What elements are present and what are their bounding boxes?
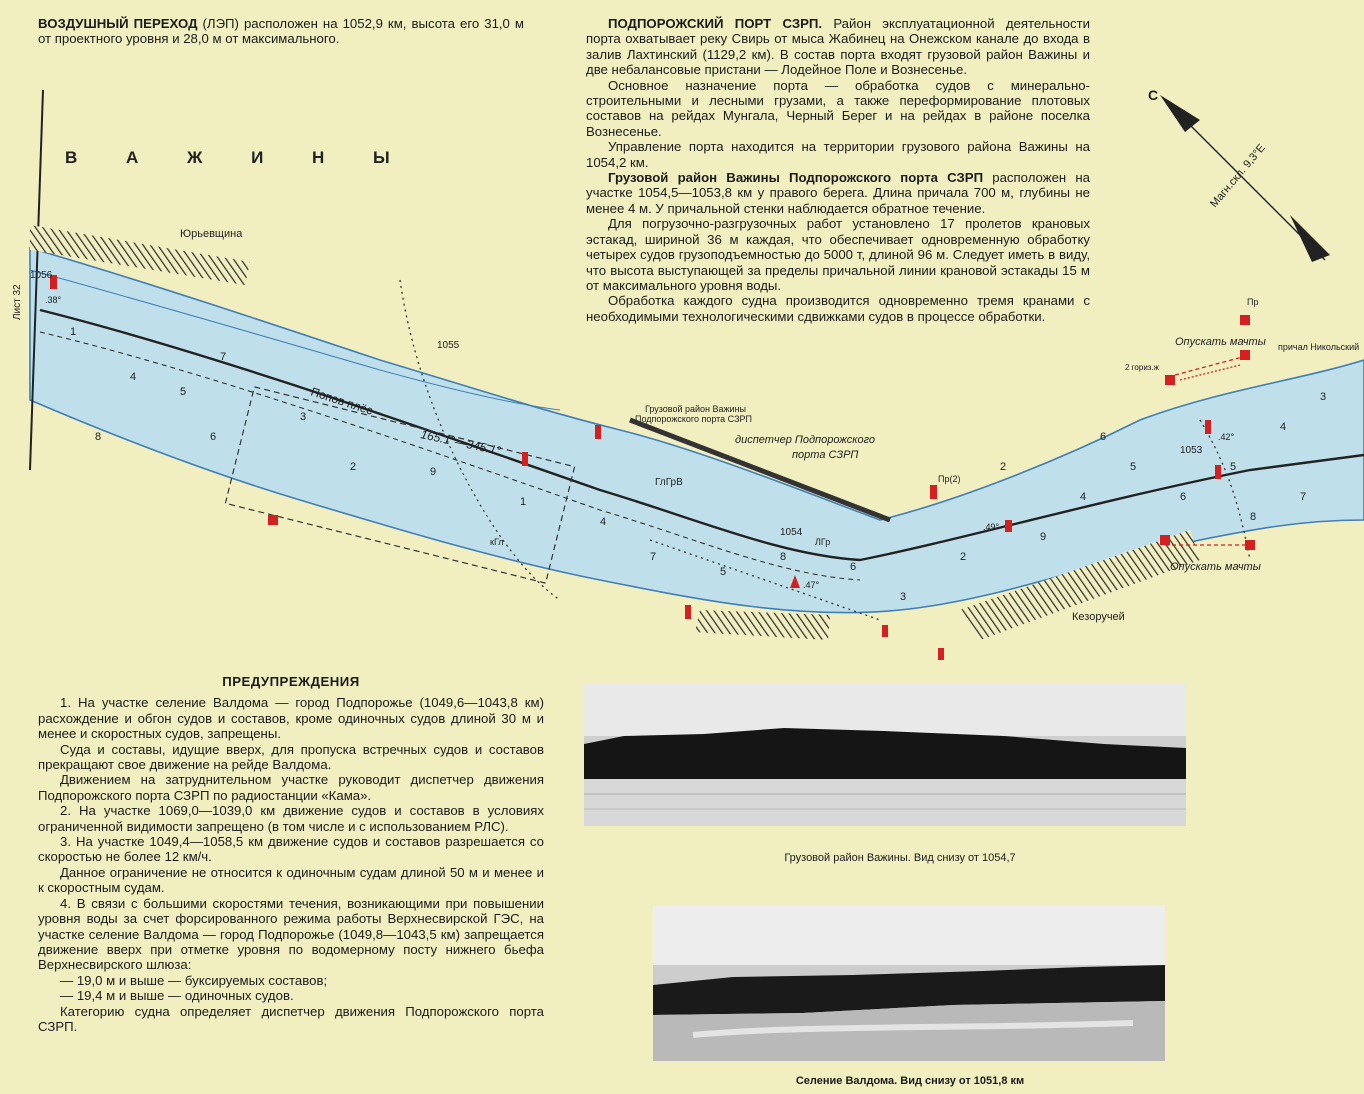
km-1053: 1053: [1180, 445, 1203, 456]
caption-valdoma: Селение Валдома. Вид снизу от 1051,8 км: [795, 1075, 1025, 1087]
pr2-label: Пр(2): [938, 474, 961, 484]
depth-value: 8: [780, 551, 787, 563]
warning-4a: — 19,0 м и выше — буксируемых составов;: [60, 972, 328, 988]
kezoruchey-label: Кезоручей: [1072, 611, 1125, 623]
km-1056: 1056: [30, 270, 53, 281]
warning-1c: Движением на затруднительном участке руководит диспетчер движения Подпорожского порта СЗРП по радиостанции «Кама».: [38, 772, 544, 803]
depth-value: 5: [1130, 461, 1137, 473]
depth-value: 7: [220, 351, 227, 363]
depth-value: 2: [1000, 461, 1007, 473]
overhead-crossing-note: [38, 16, 524, 47]
warning-4: 4. В связи с большими скоростями течения, возникающими при повышении уровня воды за счет форсированного режима работы Верхнесвирской ГЭС, на участке селение Валдома — город Подпорожье (1049,8—1043,5 км) запрещается движение вверх при отметке уровня по водомерному посту нижнего бьефа Верхнесвирского шлюза:: [38, 895, 544, 973]
depth-value: 6: [1180, 491, 1187, 503]
depth-value: 8: [95, 431, 102, 443]
warning-1: 1. На участке селение Валдома — город Подпорожье (1049,6—1043,8 км) расхождение и обгон судов и составов, кроме одиночных судов длиной 30 м и менее и скоростных судов, запрещены.: [38, 695, 544, 742]
warning-2: 2. На участке 1069,0—1039,0 км движение судов и составов в условиях ограниченной видимости запрещено (в том числе и с использованием РЛС).: [38, 803, 544, 834]
km-1055: 1055: [437, 340, 460, 351]
depth-value: 1: [520, 496, 527, 508]
port-p1: Район эксплуатационной деятельности порта охватывает реку Свирь от мыса Жабинец на Онежском канале до входа в залив Лахтинский (1129,2 км). В состав порта входят грузовой район Важины и две небалансовые пристани — Лодейное Поле и Вознесенье.: [586, 16, 1090, 78]
depth-value: 3: [300, 411, 307, 423]
angle-42: .42°: [1218, 432, 1235, 442]
angle-38: .38°: [45, 295, 62, 305]
warning-1b: Суда и составы, идущие вверх, для пропуска встречных судов и составов прекращают свое движение на рейде Валдома.: [38, 741, 544, 773]
cargo-label-2: Подпорожского порта СЗРП: [635, 414, 752, 424]
depth-value: 5: [180, 386, 187, 398]
photo-vazhiny: [584, 684, 1186, 826]
lower-masts-label-2: Опускать мачты: [1170, 561, 1261, 573]
dispatcher-label-2: порта СЗРП: [792, 449, 859, 461]
magnetic-declination: Магн.скл. 9,3°Е: [1208, 142, 1268, 210]
pier-label: причал Никольский: [1278, 342, 1360, 352]
depth-value: 7: [1300, 491, 1307, 503]
depth-value: 9: [430, 466, 437, 478]
depth-value: 4: [1080, 491, 1087, 503]
warning-4c: Категорию судна определяет диспетчер движения Подпорожского порта СЗРП.: [38, 1003, 544, 1034]
hatched-bank-lower: [695, 610, 830, 640]
depth-value: 6: [850, 561, 857, 573]
warning-3: 3. На участке 1049,4—1058,5 км движение судов и составов разрешается со скоростью не более 12 км/ч.: [38, 834, 544, 865]
depth-value: 6: [1100, 431, 1107, 443]
overhead-crossing-text: (ЛЭП) расположен на 1052,9 км, высота его 31,0 м от проектного уровня и 28,0 м от максимального.: [38, 16, 524, 47]
depth-value: 5: [1230, 461, 1237, 473]
overhead-crossing-title: ВОЗДУШНЫЙ ПЕРЕХОД: [38, 16, 198, 31]
depth-value: 5: [720, 566, 727, 578]
angle-49: .49°: [983, 522, 1000, 532]
port-p2: Основное назначение порта — обработка судов с минерально-строительными и лесными грузами, а также переформирование плотовых составов на рейдах Мунгала, Черный Берег и на рейдах в районе поселка Вознесенье.: [586, 77, 1090, 139]
depth-value: 2: [350, 461, 357, 473]
depth-value: 4: [600, 516, 607, 528]
dispatcher-label: диспетчер Подпорожского: [735, 434, 876, 446]
depth-value: 1: [70, 326, 77, 338]
depth-value: 3: [1320, 391, 1327, 403]
caption-vazhiny: Грузовой район Важины. Вид снизу от 1054,7: [784, 852, 1016, 864]
pr-label: Пр: [1247, 297, 1259, 307]
depth-value: 4: [130, 371, 137, 383]
port-title: ПОДПОРОЖСКИЙ ПОРТ СЗРП.: [608, 16, 823, 31]
port-p3: Управление порта находится на территории грузового района Важины на 1054,2 км.: [586, 139, 1090, 170]
lower-masts-label: Опускать мачты: [1175, 336, 1266, 348]
bearing-label: 165.1°—345.1°: [419, 427, 503, 458]
depth-value: 9: [1040, 531, 1047, 543]
port-p4: расположен на участке 1054,5—1053,8 км у правого берега. Длина причала 700 м, глубины не менее 4 м. У причальной стенки наблюдается обратное течение.: [586, 170, 1090, 216]
sheet-label: Лист 32: [12, 284, 23, 320]
horiz-label: 2 гориз.ж: [1125, 363, 1160, 372]
depth-value: 3: [900, 591, 907, 603]
depth-value: 6: [210, 431, 217, 443]
glgrv-label: ГлГрВ: [655, 477, 683, 488]
km-1054: 1054: [780, 527, 803, 538]
popov-ples-label: Попов плёс: [309, 384, 375, 418]
port-p5: Для погрузочно-разгрузочных работ установлено 17 пролетов крановых эстакад, шириной 36 м каждая, что обеспечивает одновременную обработку четырех судов грузоподъемностью до 5000 т, длиной 96 м. Следует иметь в виду, что высота выступающей за пределы причальной линии крановой эстакады 15 м от максимального уровня воды.: [586, 216, 1090, 293]
angle-47: .47°: [803, 580, 820, 590]
lgr-label: ЛГр: [815, 537, 831, 547]
yurevshchina-label: Юрьевщина: [180, 228, 243, 240]
port-description: [586, 16, 1090, 324]
warning-4b: — 19,4 м и выше — одиночных судов.: [60, 988, 294, 1004]
port-p6: Обработка каждого судна производится одновременно тремя кранами с необходимыми технологическими сдвижками судов в процессе обработки.: [586, 293, 1090, 324]
north-label: С: [1148, 87, 1159, 103]
kgl-label: кГл: [490, 537, 504, 547]
warning-3b: Данное ограничение не относится к одиночным судам длиной 50 м и менее и к скоростным судам.: [38, 864, 544, 896]
warnings-section: [38, 674, 544, 1034]
town-label: В А Ж И Н Ы: [65, 148, 412, 167]
depth-value: 4: [1280, 421, 1287, 433]
depth-value: 7: [650, 551, 657, 563]
warnings-title: ПРЕДУПРЕЖДЕНИЯ: [222, 674, 360, 689]
photo-valdoma: [653, 905, 1165, 1061]
port-p4-title: Грузовой район Важины Подпорожского порта СЗРП: [608, 170, 984, 186]
depth-value: 8: [1250, 511, 1257, 523]
cargo-label: Грузовой район Важины: [645, 404, 747, 414]
depth-value: 2: [960, 551, 967, 563]
